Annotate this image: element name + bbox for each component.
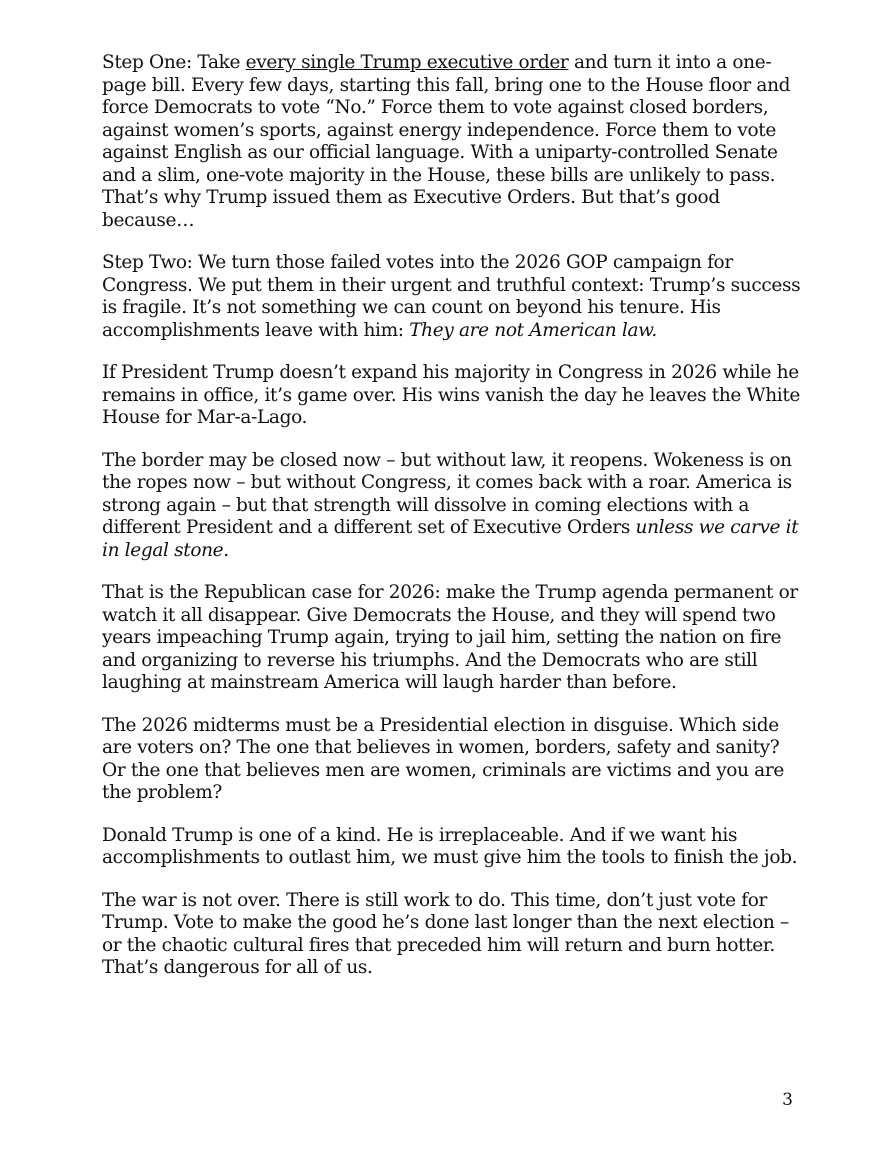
text-segment: The border may be closed now – but without law, it reopens. Wokeness is on the ropes now – but without Congress, it comes back with a roar. America is strong again – but that strength will dissolve in coming elections with a different President and a different set of Executive Orders [102, 449, 792, 538]
paragraph-republican-case [102, 582, 802, 695]
paragraph-step-one [102, 52, 802, 232]
executive-order-link[interactable]: every single Trump executive order [245, 52, 569, 73]
text-segment: . [223, 539, 229, 561]
paragraph-step-two [102, 252, 802, 342]
italic-text-segment: unless we carve it in legal stone [102, 517, 799, 561]
text-segment: The war is not over. There is still work to do. This time, don’t just vote for Trump. Vote to make the good he’s done last longer than the next election – or the chaotic cultural fires that preceded him will return and burn hotter. That’s dangerous for all of us. [102, 889, 789, 978]
text-segment: and turn it into a one-page bill. Every few days, starting this fall, bring one to the House floor and force Democrats to vote “No.” Force them to vote against closed borders, against women’s sports, against energy independence. Force them to vote against English as our official language. With a uniparty-controlled Senate and a slim, one-vote majority in the House, these bills are unlikely to pass. That’s why Trump issued them as Executive Orders. But that’s good because… [102, 52, 791, 231]
paragraph-one-of-a-kind [102, 825, 802, 870]
text-segment: Step One: Take [102, 52, 246, 73]
text-segment: The 2026 midterms must be a Presidential election in disguise. Which side are voters on? The one that believes in women, borders, safety and sanity? Or the one that believes men are women, criminals are victims and you are the problem? [102, 714, 784, 803]
text-segment: That is the Republican case for 2026: make the Trump agenda permanent or watch it all disappear. Give Democrats the House, and they will spend two years impeaching Trump again, trying to jail him, setting the nation on fire and organizing to reverse his triumphs. And the Democrats who are still laughing at mainstream America will laugh harder than before. [102, 582, 798, 693]
page-number: 3 [782, 1090, 793, 1110]
text-segment: Step Two: We turn those failed votes into the 2026 GOP campaign for Congress. We put them in their urgent and truthful context: Trump’s success is fragile. It’s not something we can count on beyond his tenure. His accomplishments leave with him: [102, 252, 801, 341]
paragraph-border [102, 450, 802, 563]
text-segment: Donald Trump is one of a kind. He is irreplaceable. And if we want his accomplishments to outlast him, we must give him the tools to finish the job. [102, 824, 798, 868]
paragraph-war-not-over [102, 890, 802, 980]
paragraph-majority [102, 362, 802, 430]
text-segment: If President Trump doesn’t expand his majority in Congress in 2026 while he remains in office, it’s game over. His wins vanish the day he leaves the White House for Mar-a-Lago. [102, 362, 801, 428]
italic-text-segment: They are not American law. [409, 319, 657, 341]
paragraph-midterms [102, 715, 802, 805]
document-page [102, 52, 802, 1000]
